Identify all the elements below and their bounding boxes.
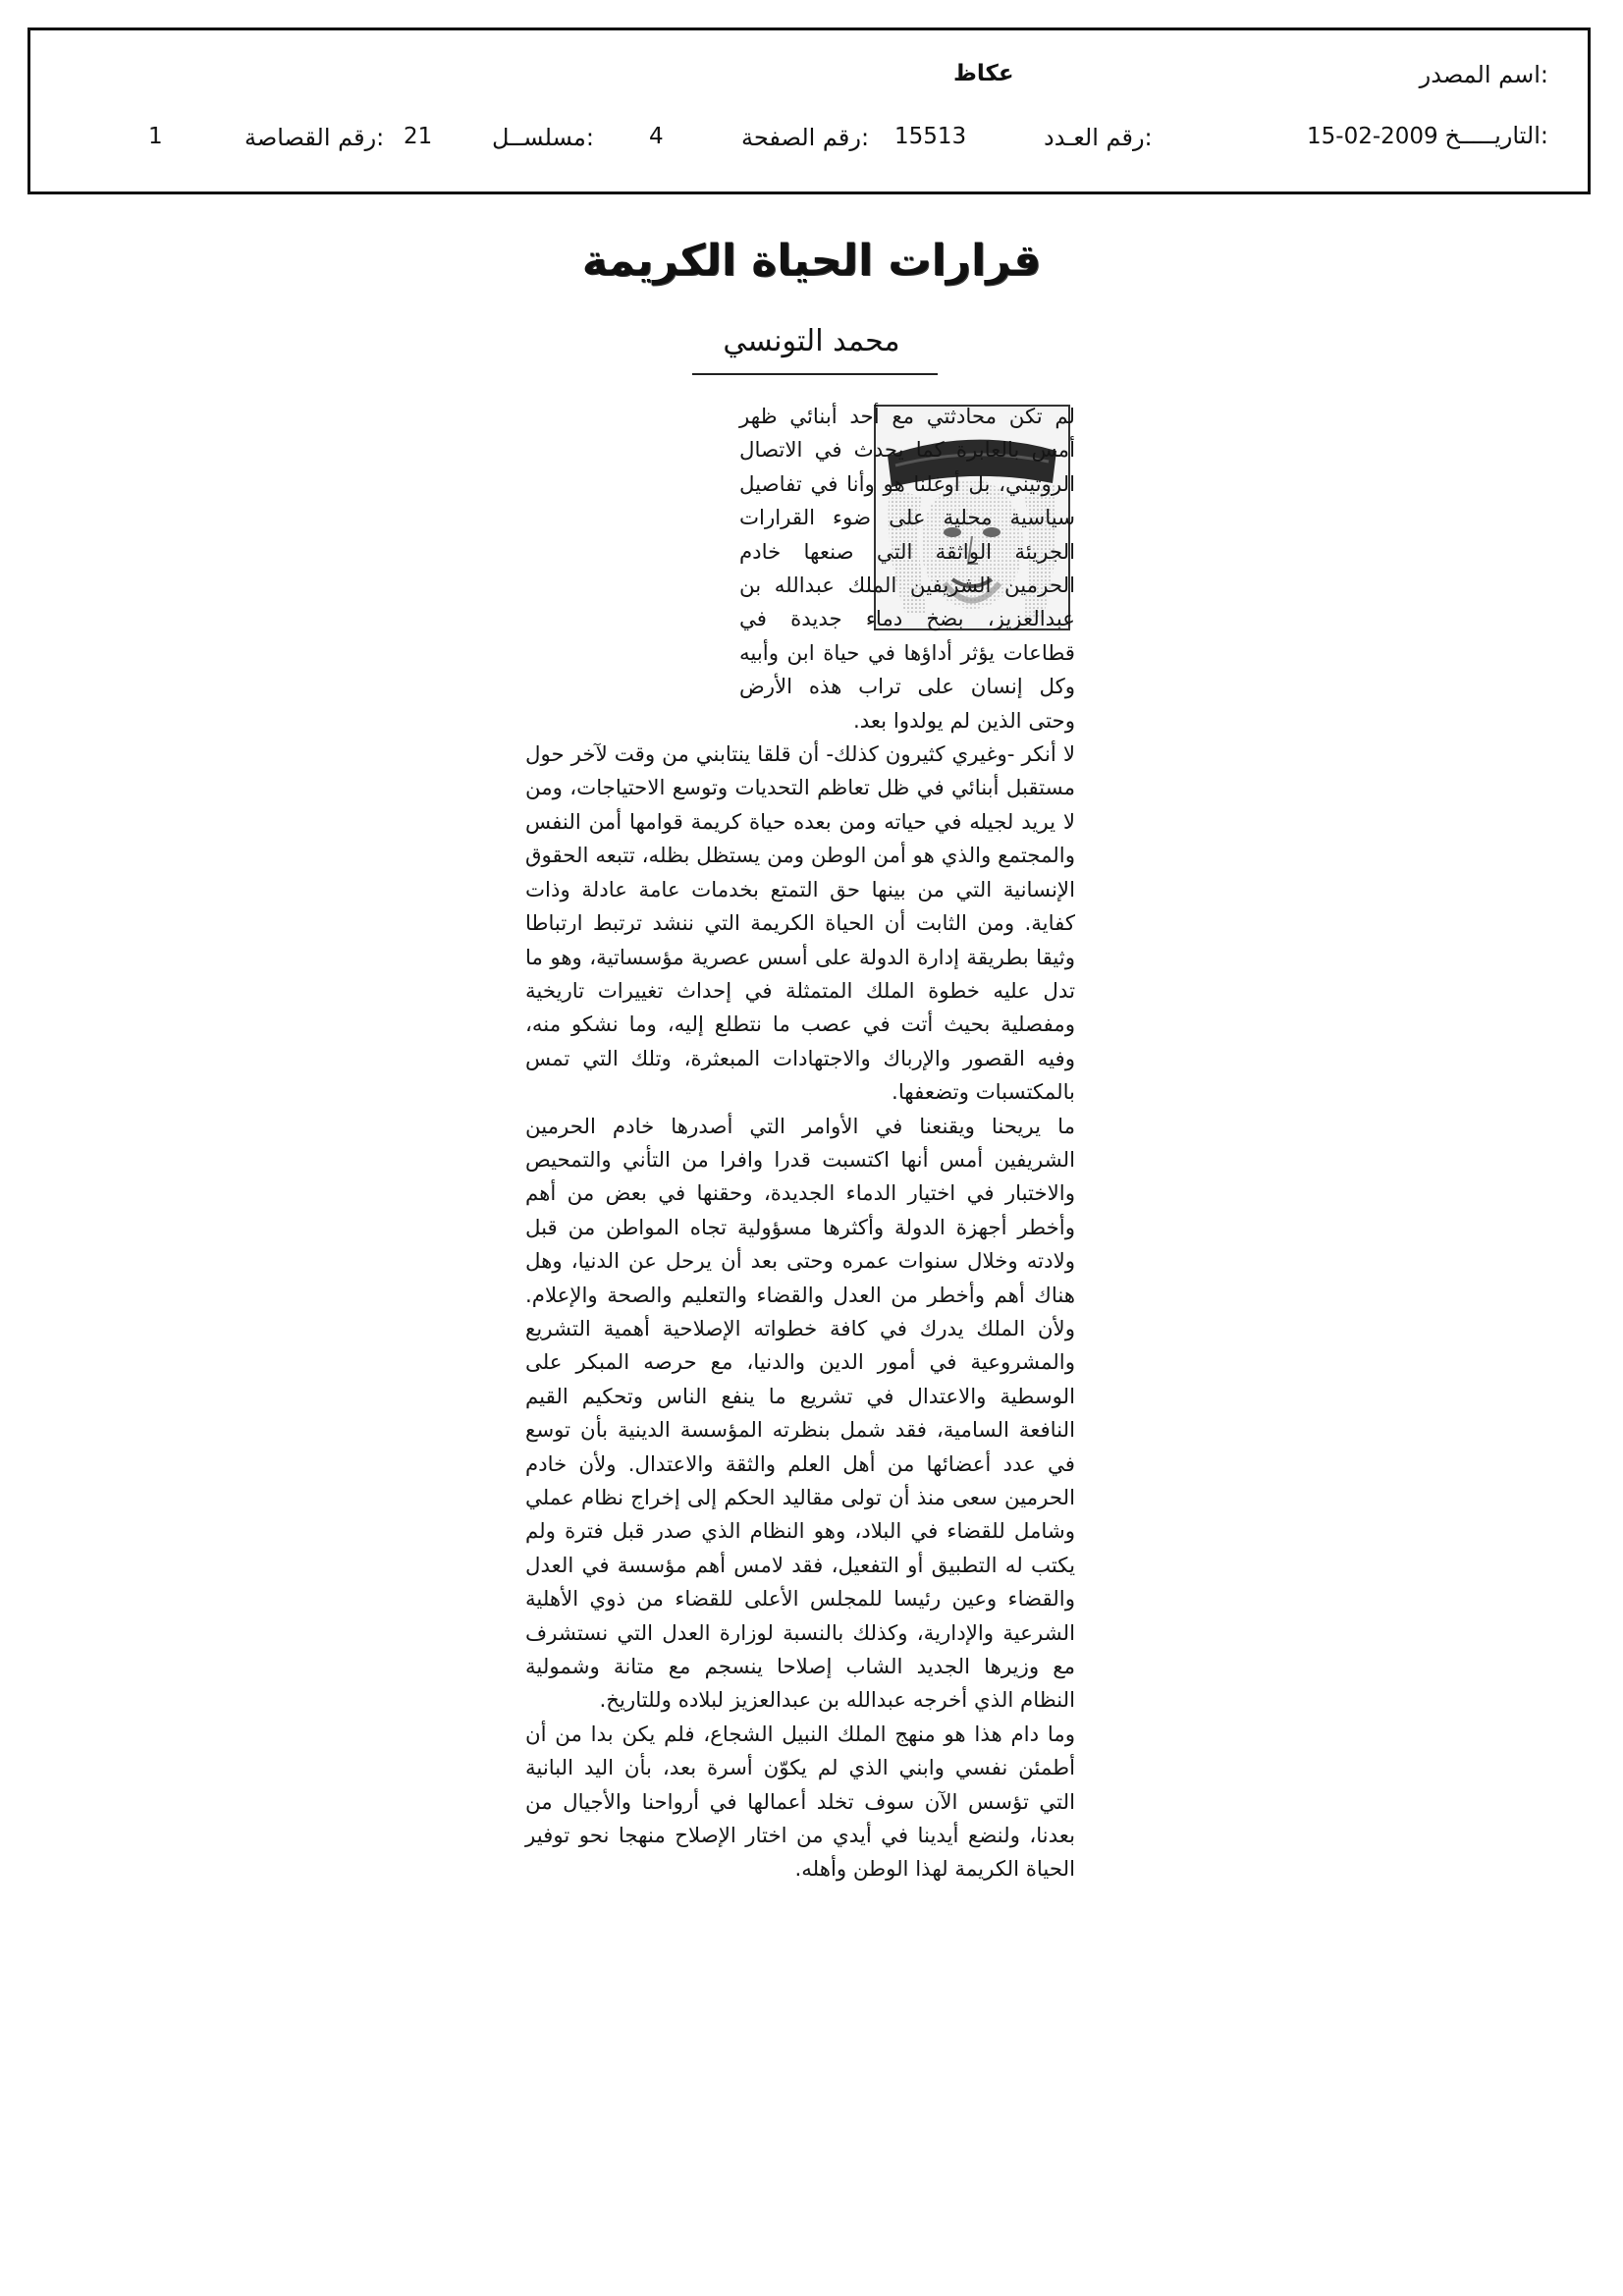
- serial-value: 21: [404, 124, 433, 149]
- clipping-header: [27, 27, 1591, 194]
- date-label: التاريـــــخ:: [1444, 122, 1548, 149]
- page-label: رقم الصفحة:: [741, 124, 870, 151]
- clipping-label: رقم القصاصة:: [244, 124, 385, 151]
- article-paragraph-2: لا أنكر -وغيري كثيرون كذلك- أن قلقا ينتابني من وقت لآخر حول مستقبل أبنائي في ظل تعاظم التحديات وتوسع الاحتياجات، ومن لا يريد لجيله في حياته ومن بعده حياة كريمة قوامها أمن النفس والمجتمع والذي هو أمن الوطن ومن يستظل بظله، تتبعه الحقوق الإنسانية التي من بينها حق التمتع بخدمات عامة عادلة وذات كفاية. ومن الثابت أن الحياة الكريمة التي ننشد ترتبط ارتباطا وثيقا بطريقة إدارة الدولة على أسس عصرية مؤسساتية، وهو ما تدل عليه خطوة الملك المتمثلة في إحداث تغييرات تاريخية ومفصلية بحيث أتت في عصب ما نتطلع إليه، وما نشكو منه، وفيه القصور والإرباك والاجتهادات المبعثرة، وتلك التي تمس بالمكتسبات وتضعفها.: [525, 742, 1075, 1106]
- issue-label: رقم العـدد:: [1044, 124, 1153, 151]
- clipping-value: 1: [148, 124, 163, 149]
- article-paragraph-4: وما دام هذا هو منهج الملك النبيل الشجاع، فلم يكن بدا من أن أطمئن نفسي وابني الذي لم يكوّن أسرة بعد، بأن اليد البانية التي تؤسس الآن سوف تخلد أعمالها في أرواحنا والأجيال من بعدنا، ولنضع أيدينا في أيدي من اختار الإصلاح منهجا نحو توفير الحياة الكريمة لهذا الوطن وأهله.: [525, 1722, 1075, 1883]
- date-value: 15-02-2009: [1307, 124, 1438, 149]
- source-value: عكاظ: [953, 61, 1014, 86]
- issue-value: 15513: [894, 124, 967, 149]
- article-title: قرارات الحياة الكريمة: [581, 236, 1042, 286]
- page-value: 4: [649, 124, 664, 149]
- article-body: [525, 401, 1075, 1887]
- serial-label: مسلســل:: [492, 124, 594, 151]
- source-label: اسم المصدر:: [1419, 61, 1548, 88]
- article-paragraph-3: ما يريحنا ويقنعنا في الأوامر التي أصدرها خادم الحرمين الشريفين أمس أنها اكتسبت قدرا وافرا من التأني والتمحيص والاختبار في اختيار الدماء الجديدة، وحقنها في بعض من أهم وأخطر أجهزة الدولة وأكثرها مسؤولية تجاه المواطن من قبل ولادته وخلال سنوات عمره وحتى بعد أن يرحل عن الدنيا، وهل هناك أهم وأخطر من العدل والقضاء والتعليم والصحة والإعلام. ولأن الملك يدرك في كافة خطواته الإصلاحية أهمية التشريع والمشروعية في أمور الدين والدنيا، مع حرصه المبكر على الوسطية والاعتدال في تشريع ما ينفع الناس وتحكيم القيم النافعة السامية، فقد شمل بنظرته المؤسسة الدينية بأن توسع في عدد أعضائها من أهل العلم والثقة والاعتدال. ولأن خادم الحرمين سعى منذ أن تولى مقاليد الحكم إلى إخراج نظام عملي وشامل للقضاء في البلاد، وهو النظام الذي صدر قبل فترة ولم يكتب له التطبيق أو التفعيل، فقد لامس أهم مؤسسة في العدل والقضاء وعين رئيسا للمجلس الأعلى للقضاء من ذوي الأهلية الشرعية والإدارية، وكذلك بالنسبة لوزارة العدل التي نستشرف مع وزيرها الجديد الشاب إصلاحا ينسجم مع متانة وشمولية النظام الذي أخرجه عبدالله بن عبدالعزيز لبلاده وللتاريخ.: [525, 1114, 1075, 1714]
- article-paragraph-1: لم تكن محادثتي مع أحد أبنائي ظهر أمس بالعابرة كما يحدث في الاتصال الروتيني، بل أوغلنا هو وأنا في تفاصيل سياسية محلية على ضوء القرارات الجريئة الواثقة التي صنعها خادم الحرمين الشريفين الملك عبدالله بن عبدالعزيز، بضخ دماء جديدة في قطاعات يؤثر أداؤها في حياة ابن وأبيه وكل إنسان على تراب هذه الأرض وحتى الذين لم يولدوا بعد.: [739, 405, 1075, 734]
- author-underline: [692, 373, 938, 375]
- article-author: محمد التونسي: [723, 324, 900, 358]
